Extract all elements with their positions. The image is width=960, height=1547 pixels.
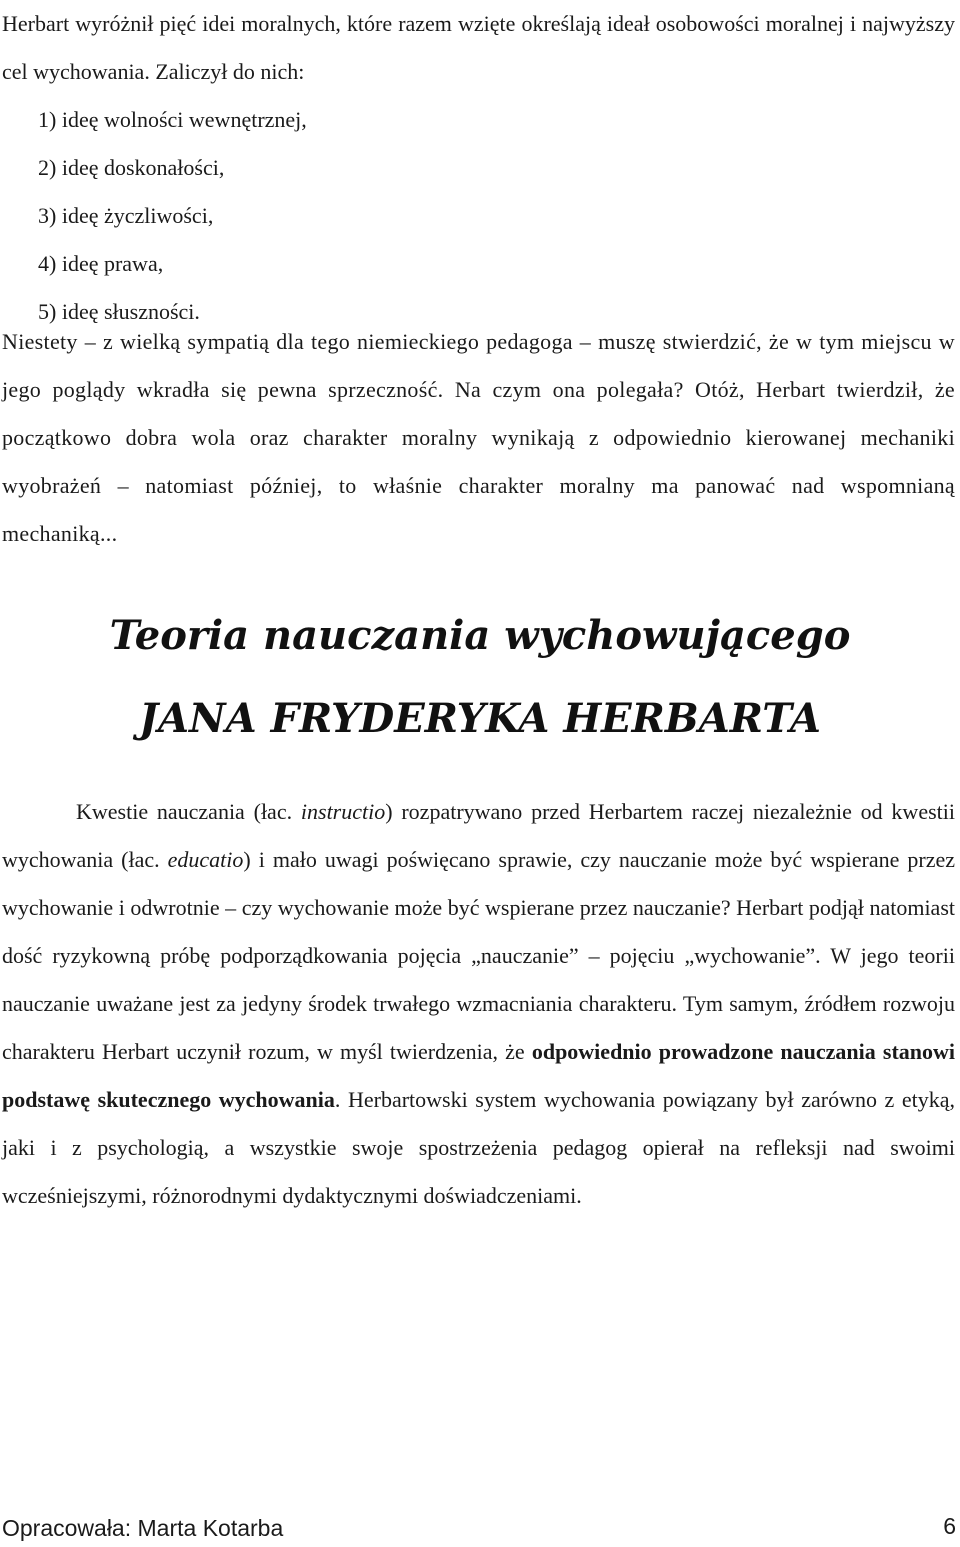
moral-ideas-list (38, 96, 307, 336)
section-heading-line2: JANA FRYDERYKA HERBARTA (139, 695, 821, 742)
section-heading-line1: Teoria nauczania wychowującego (109, 612, 851, 659)
list-item: 3) ideę życzliwości, (38, 203, 214, 228)
text-run: Kwestie nauczania (łac. (76, 799, 301, 824)
text-run: . Herbartowski system wychowania powiązany był zarówno z etyką, jaki i z psychologią, a wszystkie swoje spostrzeżenia pedagog opierał na refleksji nad swoimi wcześniejszymi, różnorodnymi dydaktycznymi doświadczeniami. (2, 1087, 956, 1208)
latin-term-educatio: educatio (167, 847, 244, 872)
intro-paragraph: Herbart wyróżnił pięć idei moralnych, które razem wzięte określają ideał osobowości moralnej i najwyższy cel wychowania. Zaliczył do nich: (2, 11, 955, 84)
contradiction-paragraph: Niestety – z wielką sympatią dla tego niemieckiego pedagoga – muszę stwierdzić, że w tym miejscu w jego poglądy wkradła się pewna sprzeczność. Na czym ona polegała? Otóż, Herbart twierdził, że początkowo dobra wola oraz charakter moralny wynikają z odpowiednio kierowanej mechaniki wyobrażeń – natomiast później, to właśnie charakter moralny ma panować nad wspomnianą mechaniką... (2, 329, 955, 546)
text-run: ) i mało uwagi poświęcano sprawie, czy nauczanie może być wspierane przez wychowanie i odwrotnie – czy wychowanie może być wspierane przez nauczanie? Herbart podjął natomiast dość ryzykowną próbę podporządkowania pojęcia „nauczanie” – pojęciu „wychowanie”. W jego teorii nauczanie uważane jest za jedyny środek trwałego wzmacniania charakteru. Tym samym, źródłem rozwoju charakteru Herbart uczynił rozum, w myśl twierdzenia, że (2, 847, 955, 1064)
key-thesis: odpowiednio prowadzone nauczania stanowi podstawę skutecznego wychowania (2, 1039, 955, 1112)
list-item: 4) ideę prawa, (38, 251, 164, 276)
list-item: 2) ideę doskonałości, (38, 155, 225, 180)
list-item: 5) ideę słuszności. (38, 299, 200, 324)
text-run: ) rozpatrywano przed Herbartem raczej niezależnie od kwestii wychowania (łac. (2, 799, 955, 872)
teaching-theory-paragraph (2, 788, 955, 1220)
list-item: 1) ideę wolności wewnętrznej, (38, 107, 307, 132)
latin-term-instructio: instructio (300, 799, 386, 824)
footer-author: Opracowała: Marta Kotarba (2, 1515, 284, 1541)
page-number: 6 (943, 1513, 956, 1539)
